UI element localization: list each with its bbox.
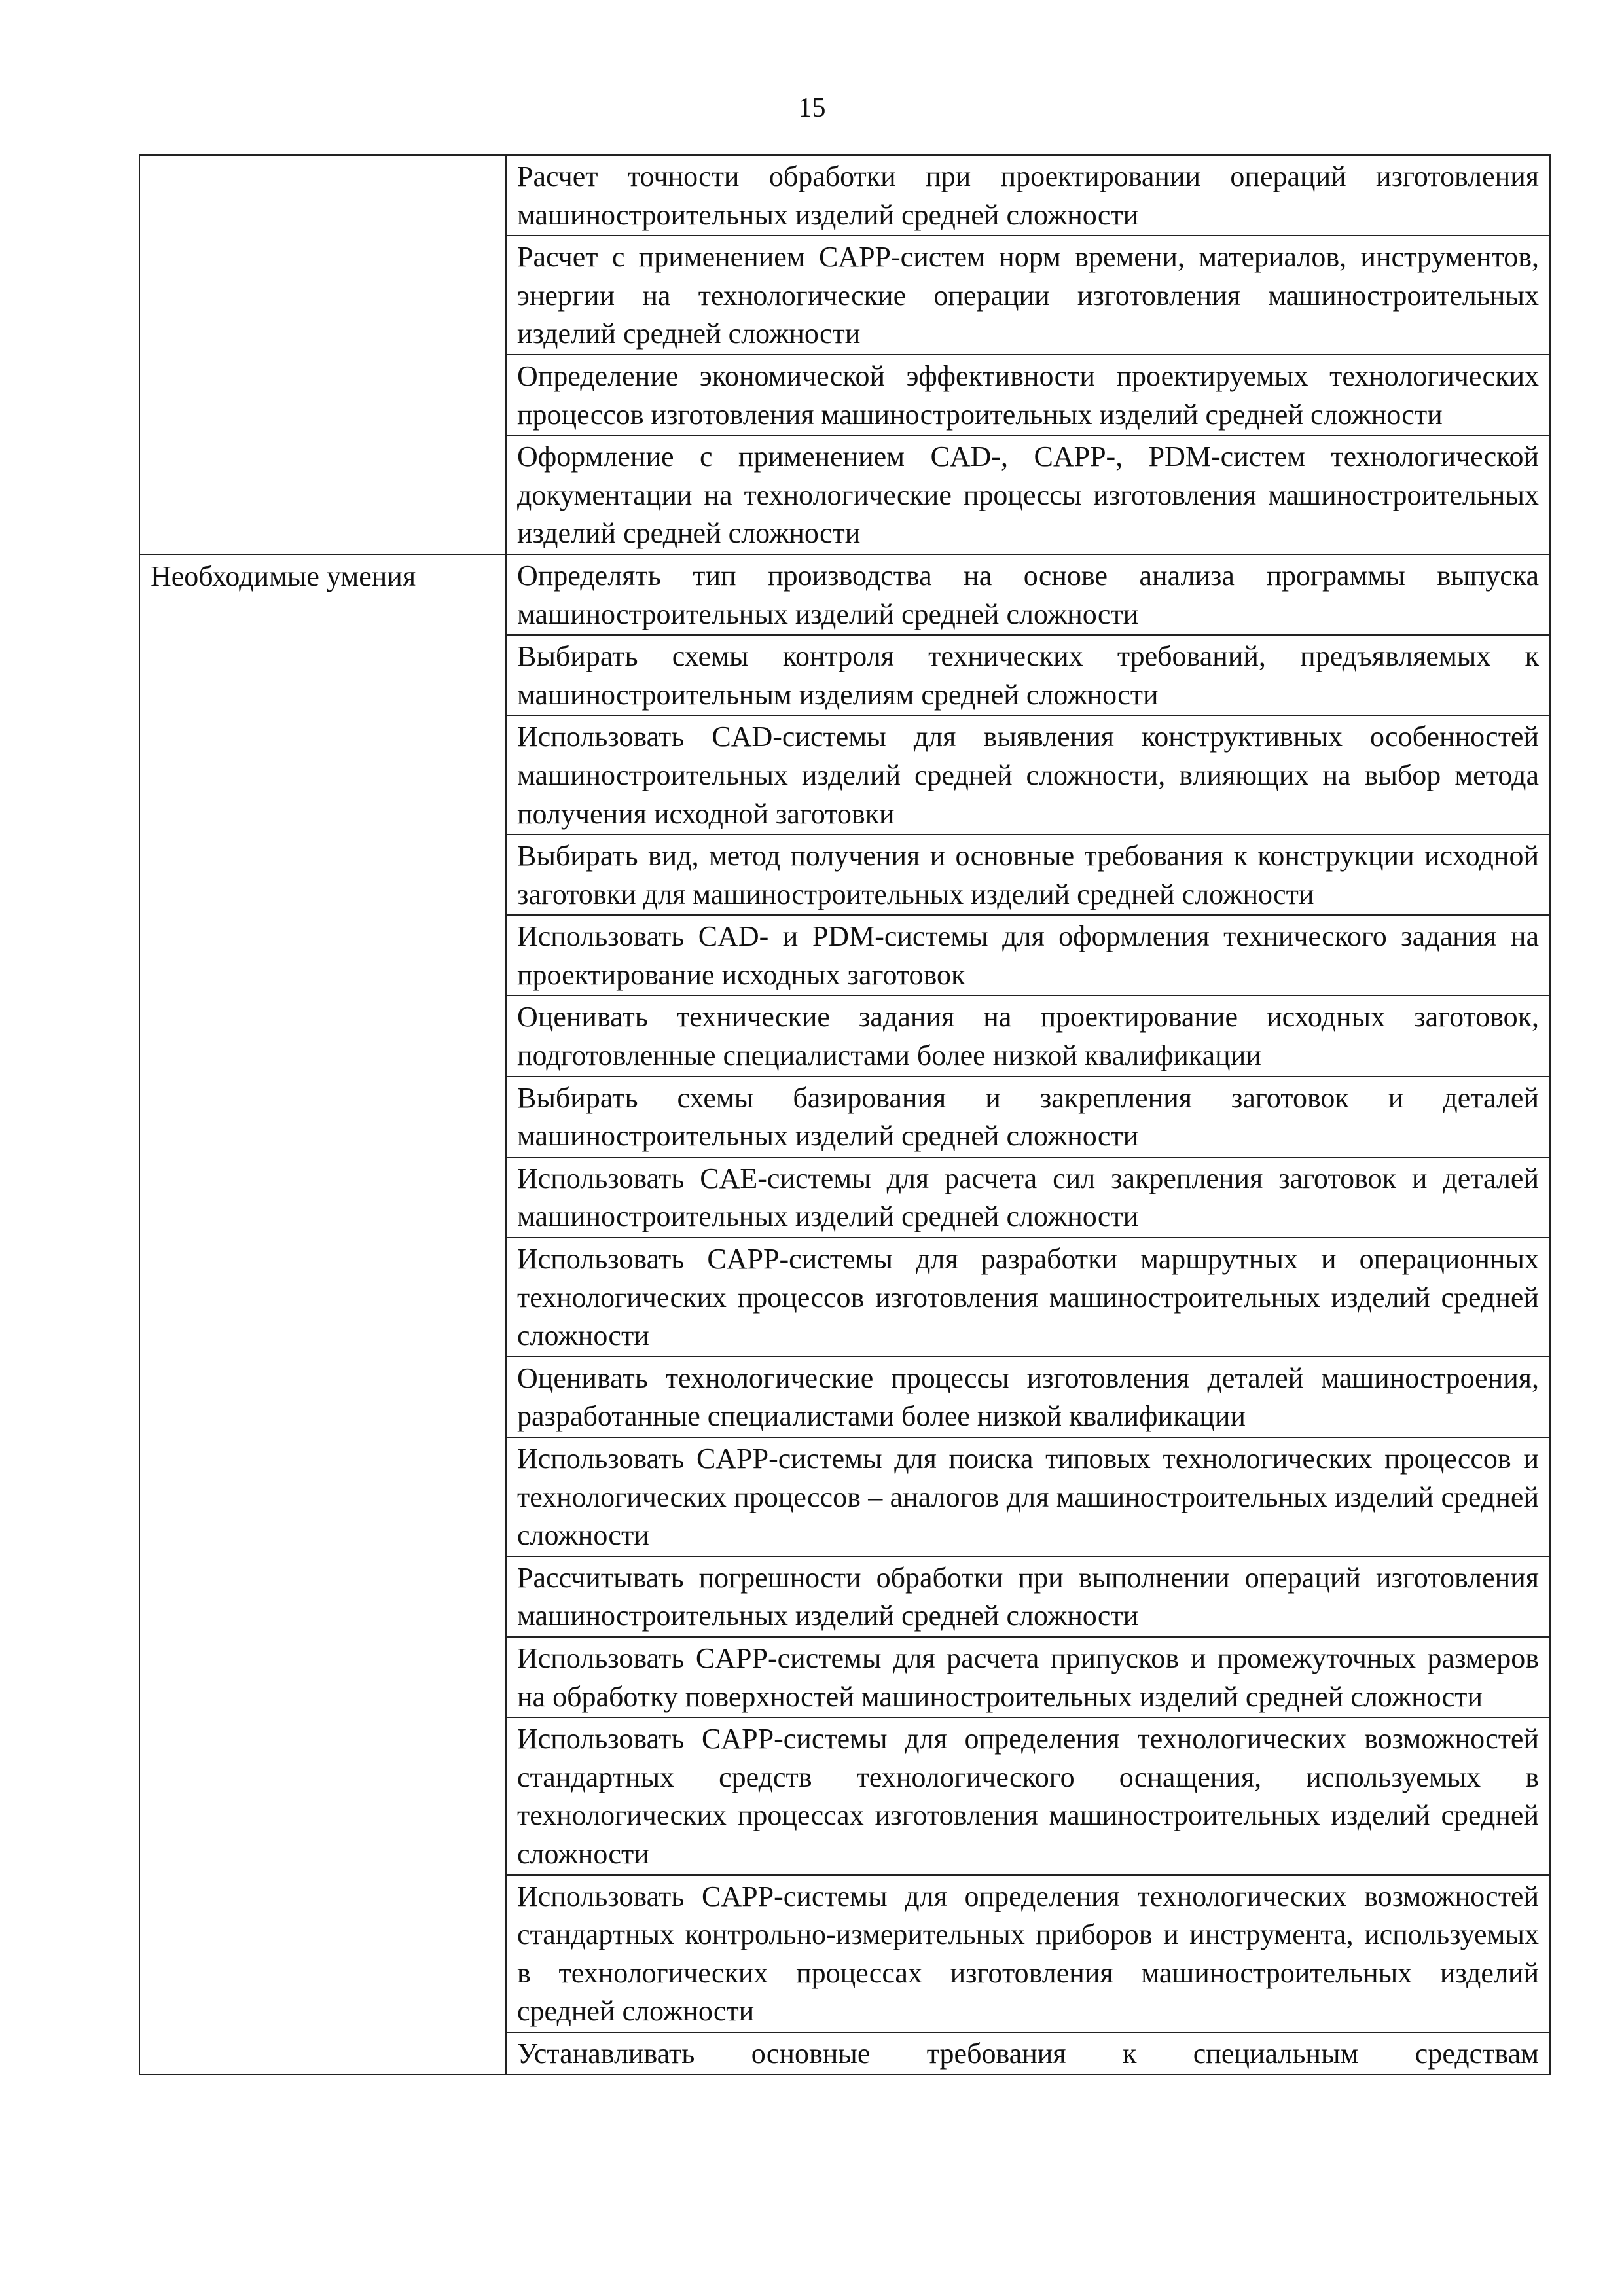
table-cell: Устанавливать основные требования к специальным средствам (506, 2032, 1550, 2075)
table-cell: Использовать CAPP-системы для разработки маршрутных и операционных технологических процессов изготовления машиностроительных изделий средней сложности (506, 1238, 1550, 1357)
table-cell: Расчет с применением CAPP-систем норм времени, материалов, инструментов, энергии на технологические операции изготовления машиностроительных изделий средней сложности (506, 236, 1550, 355)
table-cell: Выбирать схемы контроля технических требований, предъявляемых к машиностроительным изделиям средней сложности (506, 635, 1550, 715)
table-cell: Рассчитывать погрешности обработки при выполнении операций изготовления машиностроительных изделий средней сложности (506, 1556, 1550, 1637)
table-cell: Использовать CAD- и PDM-системы для оформления технического задания на проектирование исходных заготовок (506, 915, 1550, 996)
table-cell: Определять тип производства на основе анализа программы выпуска машиностроительных изделий средней сложности (506, 554, 1550, 635)
section-label (139, 155, 506, 554)
table-cell: Использовать CAPP-системы для определения технологических возможностей стандартных средств технологического оснащения, используемых в технологических процессах изготовления машиностроительных изделий средней сложности (506, 1717, 1550, 1874)
table-cell: Выбирать вид, метод получения и основные требования к конструкции исходной заготовки для машиностроительных изделий средней сложности (506, 834, 1550, 915)
table-cell: Определение экономической эффективности проектируемых технологических процессов изготовления машиностроительных изделий средней сложности (506, 355, 1550, 435)
table-cell: Использовать CAPP-системы для определения технологических возможностей стандартных контрольно-измерительных приборов и инструмента, используемых в технологических процессах изготовления машиностроительных изделий средней сложности (506, 1875, 1550, 2032)
table-cell: Оформление с применением CAD-, CAPP-, PDM-систем технологической документации на технологические процессы изготовления машиностроительных изделий средней сложности (506, 435, 1550, 554)
table-row (139, 554, 1550, 635)
table-cell: Использовать CAPP-системы для расчета припусков и промежуточных размеров на обработку поверхностей машиностроительных изделий средней сложности (506, 1637, 1550, 1717)
table-row (139, 155, 1550, 236)
page-number: 15 (798, 93, 826, 123)
table-cell: Расчет точности обработки при проектировании операций изготовления машиностроительных изделий средней сложности (506, 155, 1550, 236)
table-cell: Использовать CAD-системы для выявления конструктивных особенностей машиностроительных изделий средней сложности, влияющих на выбор метода получения исходной заготовки (506, 715, 1550, 834)
table-cell: Использовать CAPP-системы для поиска типовых технологических процессов и технологических процессов – аналогов для машиностроительных изделий средней сложности (506, 1437, 1550, 1556)
table-cell: Использовать CAE-системы для расчета сил закрепления заготовок и деталей машиностроительных изделий средней сложности (506, 1157, 1550, 1238)
requirements-table (139, 154, 1551, 2075)
table-cell: Оценивать технические задания на проектирование исходных заготовок, подготовленные специалистами более низкой квалификации (506, 996, 1550, 1076)
section-label: Необходимые умения (139, 554, 506, 2075)
table-cell: Выбирать схемы базирования и закрепления заготовок и деталей машиностроительных изделий средней сложности (506, 1077, 1550, 1157)
table-cell: Оценивать технологические процессы изготовления деталей машиностроения, разработанные специалистами более низкой квалификации (506, 1357, 1550, 1437)
